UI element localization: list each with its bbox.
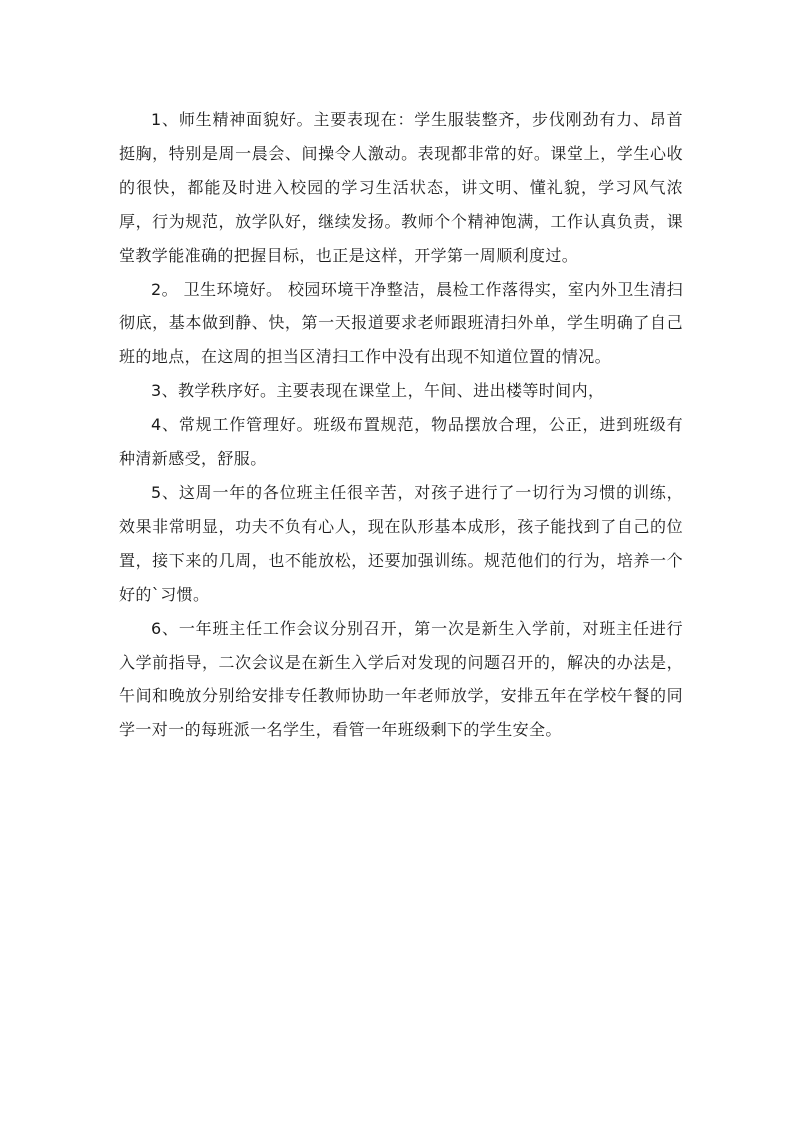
paragraph-5: 5、这周一年的各位班主任很辛苦，对孩子进行了一切行为习惯的训练，效果非常明显，功夫不负有心人，现在队形基本成形，孩子能找到了自己的位置，接下来的几周，也不能放松，还要加强训练。规范他们的行为，培养一个好的`习惯。 [119, 482, 683, 604]
document-body [119, 103, 683, 747]
paragraph-4: 4、常规工作管理好。班级布置规范，物品摆放合理，公正，进到班级有种清新感受，舒服。 [119, 415, 683, 469]
paragraph-1: 1、师生精神面貌好。主要表现在：学生服装整齐，步伐刚劲有力、昂首挺胸，特别是周一晨会、间操令人激动。表现都非常的好。课堂上，学生心收的很快，都能及时进入校园的学习生活状态，讲文明、懂礼貌，学习风气浓厚，行为规范，放学队好，继续发扬。教师个个精神饱满，工作认真负责，课堂教学能准确的把握目标，也正是这样，开学第一周顺利度过。 [119, 110, 683, 265]
paragraph-2: 2。 卫生环境好。 校园环境干净整洁，晨检工作落得实，室内外卫生清扫彻底，基本做到静、快，第一天报道要求老师跟班清扫外单，学生明确了自己班的地点，在这周的担当区清扫工作中没有出现不知道位置的情况。 [119, 279, 683, 367]
paragraph-6: 6、一年班主任工作会议分别召开，第一次是新生入学前，对班主任进行入学前指导，二次会议是在新生入学后对发现的问题召开的，解决的办法是，午间和晚放分别给安排专任教师协助一年老师放学，安排五年在学校午餐的同学一对一的每班派一名学生，看管一年班级剩下的学生安全。 [119, 618, 683, 740]
paragraph-3: 3、教学秩序好。主要表现在课堂上，午间、进出楼等时间内， [151, 381, 605, 401]
